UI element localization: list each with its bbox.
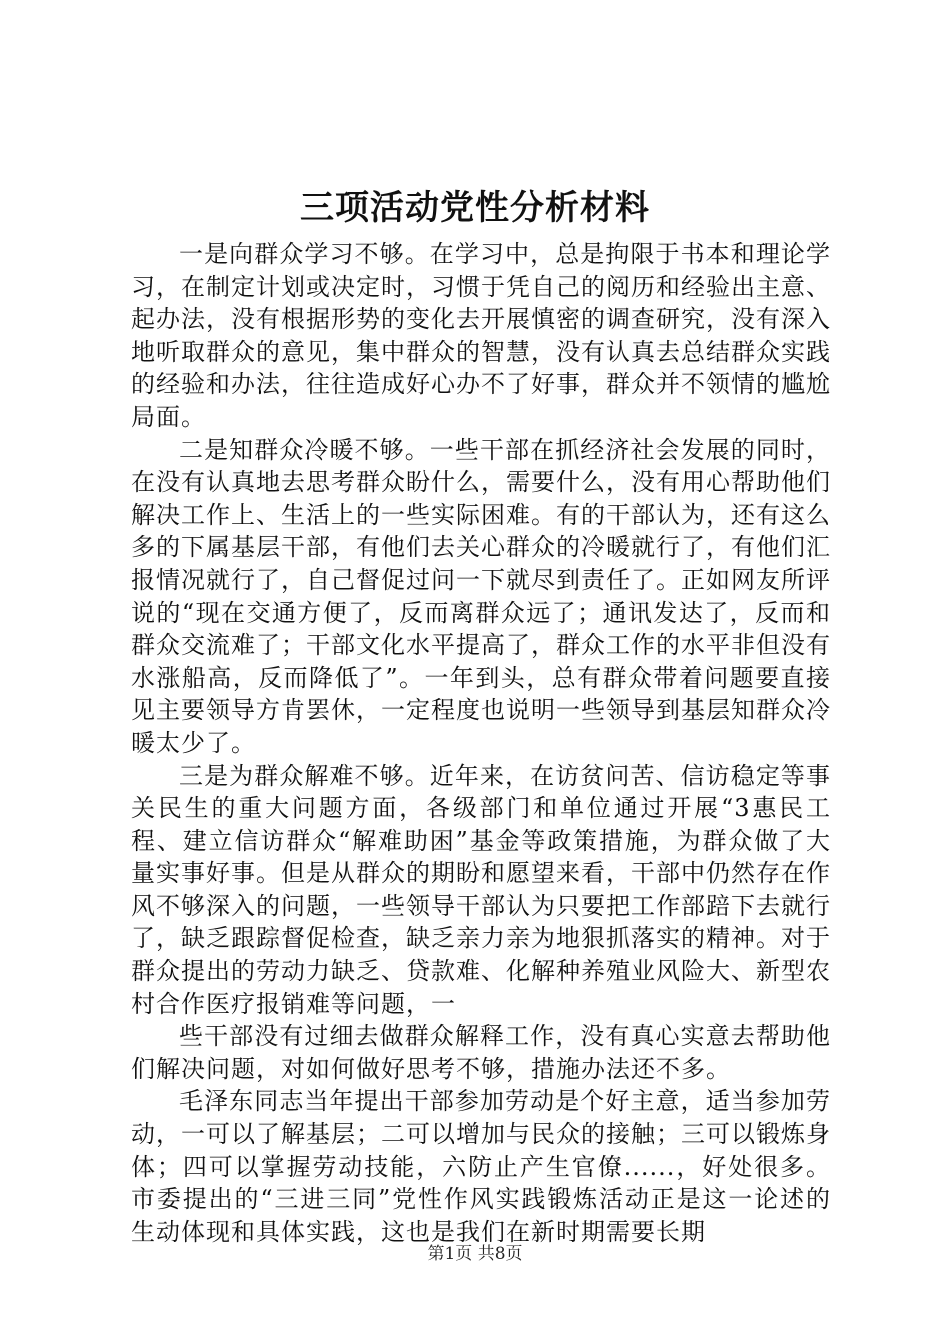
paragraph-5: 毛泽东同志当年提出干部参加劳动是个好主意，适当参加劳动，一可以了解基层；二可以增加与民众的接触；三可以锻炼身体；四可以掌握劳动技能，六防止产生官僚......，好处很多。市委提出的“三进三同”党性作风实践锻炼活动正是这一论述的生动体现和具体实践，这也是我们在新时期需要长期 [131,1087,831,1246]
paragraph-1: 一是向群众学习不够。在学习中，总是拘限于书本和理论学习，在制定计划或决定时，习惯于凭自己的阅历和经验出主意、起办法，没有根据形势的变化去开展慎密的调查研究，没有深入地听取群众的意见，集中群众的智慧，没有认真去总结群众实践的经验和办法，往往造成好心办不了好事，群众并不领情的尴尬局面。 [131,240,831,431]
paragraph-2: 二是知群众冷暖不够。一些干部在抓经济社会发展的同时，在没有认真地去思考群众盼什么，需要什么，没有用心帮助他们解决工作上、生活上的一些实际困难。有的干部认为，还有这么多的下属基层干部，有他们去关心群众的冷暖就行了，有他们汇报情况就行了，自己督促过问一下就尽到责任了。正如网友所评说的“现在交通方便了，反而离群众远了；通讯发达了，反而和群众交流难了；干部文化水平提高了，群众工作的水平非但没有水涨船高，反而降低了”。一年到头，总有群众带着问题要直接见主要领导方肯罢休，一定程度也说明一些领导到基层知群众冷暖太少了。 [131,435,831,757]
paragraph-4: 些干部没有过细去做群众解释工作，没有真心实意去帮助他们解决问题，对如何做好思考不够，措施办法还不多。 [131,1022,831,1083]
document-title: 三项活动党性分析材料 [300,188,650,228]
paragraph-3: 三是为群众解难不够。近年来，在访贫问苦、信访稳定等事关民生的重大问题方面，各级部门和单位通过开展“3惠民工程、建立信访群众“解难助困”基金等政策措施，为群众做了大量实事好事。但是从群众的期盼和愿望来看，干部中仍然存在作风不够深入的问题，一些领导干部认为只要把工作部踣下去就行了，缺乏跟踪督促检查，缺乏亲力亲为地狠抓落实的精神。对于群众提出的劳动力缺乏、贷款难、化解种养殖业风险大、新型农村合作医疗报销难等问题，一 [131,761,831,1018]
page-number-footer: 第1页 共8页 [427,1244,523,1264]
document-body [131,238,831,1248]
